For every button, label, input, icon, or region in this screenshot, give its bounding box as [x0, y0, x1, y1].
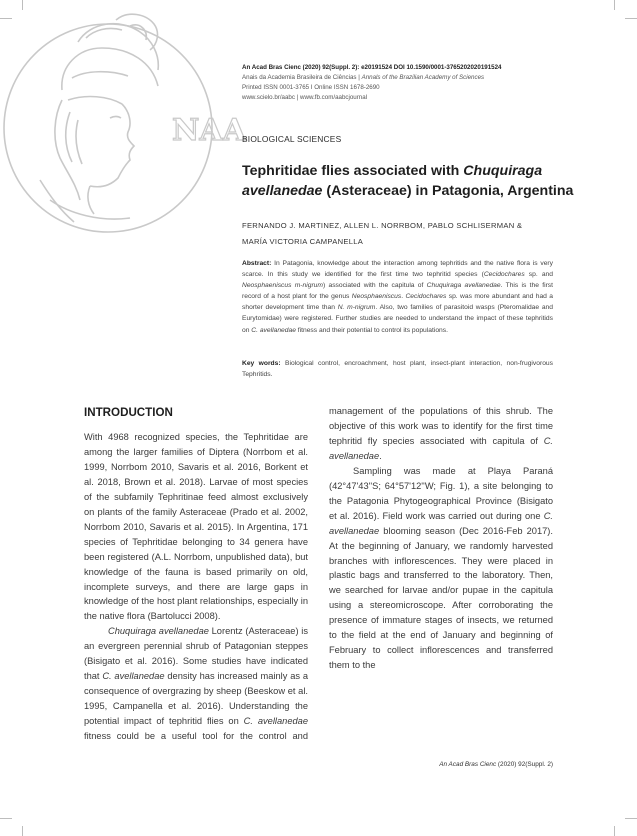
- abstract: Abstract: In Patagonia, knowledge about the interaction among tephritids and the native flora is very scarce. In this study we identified for the first time two tephritid species (Cecidochares sp. and Neosphaeniscus m-nigrum) associated with the capitula of Chuquiraga avellanedae. This is the first record of a host plant for the genus Neosphaeniscus. Cecidochares sp. was more abundant and had a shorter development time than N. m-nigrum. Also, two families of parasitoid wasps (Pteromalidae and Eurytomidae) were registered. Further studies are needed to understand the impact of these tephritids on C. avellanedae fitness and their potential to control its populations.: [242, 260, 554, 334]
- journal-name-line: Anais da Academia Brasileira de Ciências | Annals of the Brazilian Academy of Sciences: [242, 74, 485, 81]
- journal-header: [242, 63, 602, 103]
- crop-mark: [614, 826, 615, 836]
- crop-mark: [614, 0, 615, 10]
- crop-mark: [625, 818, 637, 819]
- paragraph: Chuquiraga avellanedae Lorentz (Asteraceae) is an evergreen perennial shrub of Patagonian steppes (Bisigato et al. 2016). Some studies have indicated that C. avellanedae density has increased mainly as a consequence of overgrazing by sheep (Beeskow et al. 1995, Campanella et al. 2016). Understanding the potential impact of tephritid flies on C. avellanedae fitness could be a useful tool for the control and: [84, 626, 308, 742]
- authors-line: MARÍA VICTORIA CAMPANELLA: [242, 236, 364, 246]
- author-list: [242, 218, 582, 249]
- paragraph-continued: management of the populations of this shrub. The objective of this work was to identify for the first time tephritid fly species associated with capitula of C. avellanedae.: [329, 406, 553, 461]
- academy-seal-logo: [0, 0, 246, 250]
- paragraph: With 4968 recognized species, the Tephritidae are among the larger families of Diptera (Norrbom et al. 1999, Norrbom 2010, Savaris et al. 2016, Borkent et al. 2018, Brown et al. 2018). Larvae of most species of the subfamily Tephritinae feed almost exclusively on plants of the family Asteraceae (Prado et al. 2002, Norrbom 2010, Savaris et al. 2015). In Argentina, 171 species of Tephritidae belonging to 34 genera have been registered (A.L. Norrbom, unpublished data), but knowledge of the fauna is based primarily on old, incomplete surveys, and there are large gaps in knowledge of the host plant relationships, especially in the native flora (Bartolucci 2008).: [84, 432, 308, 622]
- logo-letters: NAA: [172, 113, 246, 148]
- section-label: BIOLOGICAL SCIENCES: [242, 134, 342, 144]
- section-heading-introduction: INTRODUCTION: [84, 406, 173, 419]
- citation-line: An Acad Bras Cienc (2020) 92(Suppl. 2): e20191524 DOI 10.1590/0001-3765202020191524: [242, 64, 502, 71]
- page-footer: An Acad Bras Cienc (2020) 92(Suppl. 2): [439, 761, 553, 768]
- body-column-left: [84, 430, 308, 744]
- article-title: Tephritidae flies associated with Chuquiraga avellanedae (Asteraceae) in Patagonia, Argentina: [242, 163, 574, 199]
- authors-line: FERNANDO J. MARTINEZ, ALLEN L. NORRBOM, PABLO SCHLISERMAN &: [242, 221, 523, 230]
- keywords: Key words: Biological control, encroachment, host plant, insect-plant interaction, non-frugivorous Tephritids.: [242, 360, 553, 379]
- issn-line: Printed ISSN 0001-3765 I Online ISSN 1678-2690: [242, 84, 380, 91]
- crop-mark: [22, 826, 23, 836]
- journal-links[interactable]: www.scielo.br/aabc | www.fb.com/aabcjournal: [242, 94, 368, 101]
- crop-mark: [625, 18, 637, 19]
- crop-mark: [0, 818, 12, 819]
- body-column-right: [329, 404, 553, 673]
- paragraph: Sampling was made at Playa Paraná (42°47'43''S; 64°57'12''W; Fig. 1), a site belonging to the Patagonia Phytogeographical Province (Bisigato et al. 2016). Field work was carried out during one C. avellanedae blooming season (Dec 2016-Feb 2017). At the beginning of January, we randomly harvested branches with inflorescences. They were placed in plastic bags and transferred to the laboratory. Then, we searched for larvae and/or pupae in the capitula using a stereomicroscope. After corroborating the presence of immature stages of insects, we returned to the field at the end of January and beginning of February to collect inflorescences and transferred them to the: [329, 465, 553, 671]
